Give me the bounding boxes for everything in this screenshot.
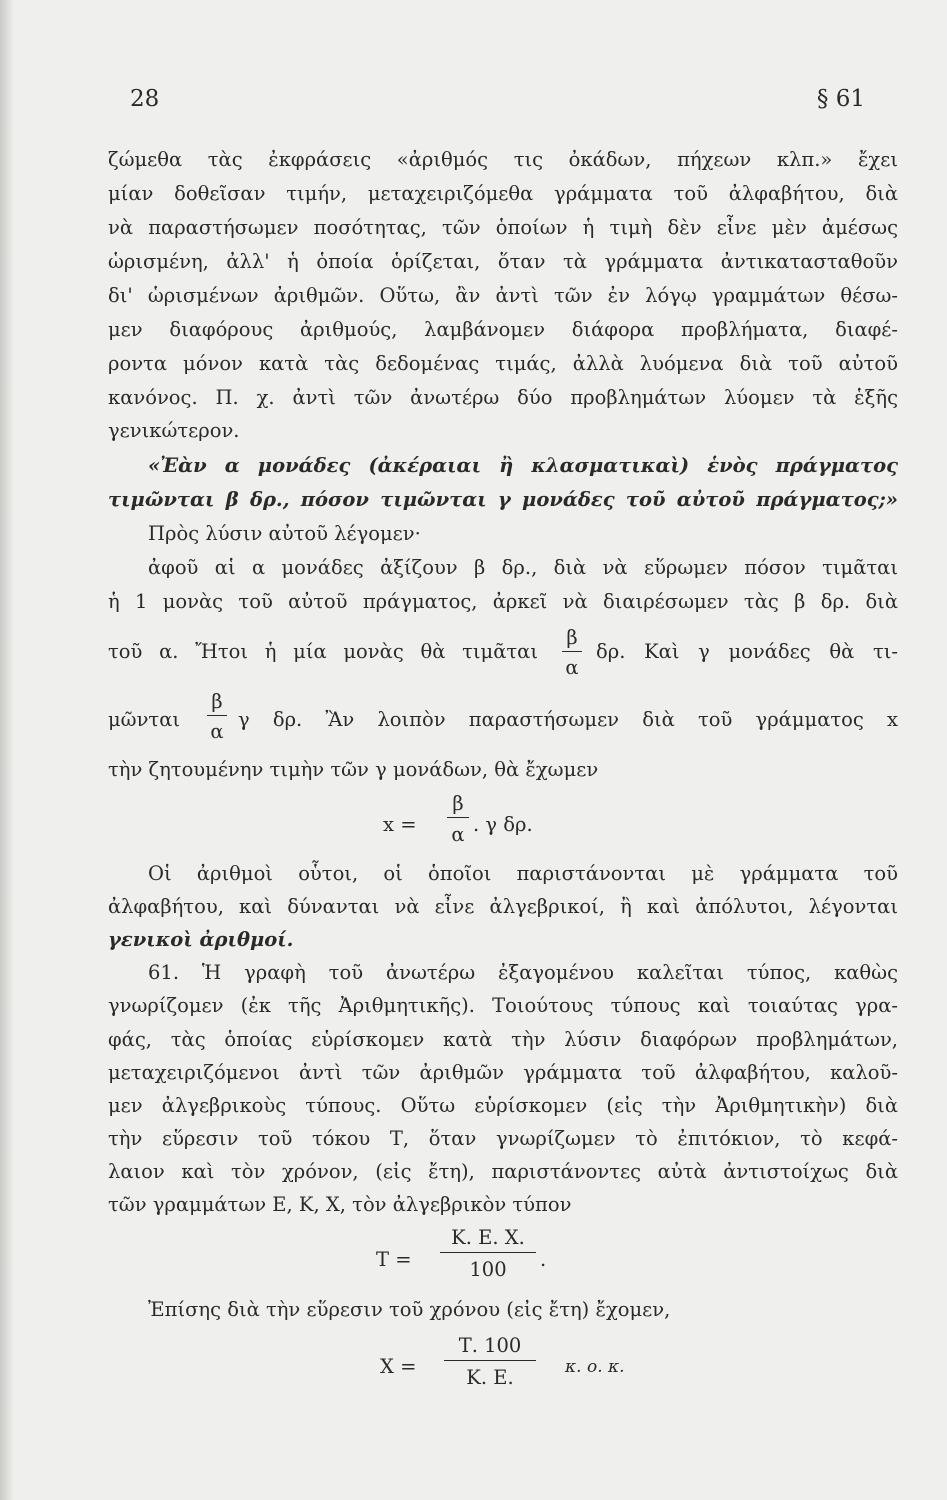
formula-x2-fraction [440,1334,540,1388]
text-line: γνωρίζομεν (ἐκ τῆς Ἀριθμητικῆς). Τοιούτους τύπους καὶ τοιαύτας γρα- [108,994,898,1017]
fraction-denominator: α [451,823,465,846]
text-line: μίαν δοθεῖσαν τιμήν, μεταχειριζόμεθα γράμματα τοῦ ἀλφαβήτου, διὰ [108,182,898,205]
fraction-bar [440,1252,536,1253]
fraction-beta-over-alpha [560,626,584,679]
fraction-numerator: Κ. Ε. Χ. [451,1226,525,1249]
problem-statement-line: τιμῶνται β δρ., πόσον τιμῶνται γ μονάδες τοῦ αὐτοῦ πράγματος;» [108,488,898,511]
formula-x2-rhs: κ. ο. κ. [565,1357,625,1377]
text-line: ροντα μόνον κατὰ τὰς δεδομένας τιμάς, ἀλλὰ λυόμενα διὰ τοῦ αὐτοῦ [108,352,898,375]
fraction-bar [207,715,227,716]
text-line: δρ. Καὶ γ μονάδες θὰ τι- [596,640,898,663]
fraction-denominator: α [565,656,579,679]
text-line: τὴν ζητουμένην τιμὴν τῶν γ μονάδων, θὰ ἔχωμεν [108,758,599,781]
formula-x-fraction [445,792,471,846]
text-line: γ δρ. Ἂν λοιπὸν παραστήσωμεν διὰ τοῦ γράμματος x [238,708,898,731]
page-edge-shadow [0,0,14,1500]
section-61-first-line: 61. Ἡ γραφὴ τοῦ ἀνωτέρω ἐξαγομένου καλεῖται τύπος, καθὼς [148,961,898,984]
text-line: ἡ 1 μονὰς τοῦ αὐτοῦ πράγματος, ἀρκεῖ νὰ διαιρέσωμεν τὰς β δρ. διὰ [108,590,898,613]
fraction-bar [444,1360,536,1361]
formula-x-rhs: . γ δρ. [473,813,533,836]
term-general-numbers: γενικοὶ ἀριθμοί. [108,928,294,951]
formula-x2-lhs: Χ = [380,1355,417,1378]
fraction-denominator: α [210,720,224,743]
fraction-beta-over-alpha [205,690,229,743]
text-line: φάς, τὰς ὁποίας εὑρίσκομεν κατὰ τὴν λύσιν διαφόρων προβλημάτων, [108,1028,898,1051]
text-line: γενικώτερον. [108,419,240,442]
text-line: δι' ὡρισμένων ἀριθμῶν. Οὕτω, ἂν ἀντὶ τῶν ἐν λόγῳ γραμμάτων θέσω- [108,284,898,307]
text-line: μεν ἀλγεβρικοὺς τύπους. Οὕτω εὑρίσκομεν (εἰς τὴν Ἀριθμητικὴν) διὰ [108,1094,898,1117]
text-line: λαιον καὶ τὸν χρόνον, (εἰς ἔτη), παριστάνοντες αὐτὰ ἀντιστοίχως διὰ [108,1160,898,1183]
text-line: νὰ παραστήσωμεν ποσότητας, τῶν ὁποίων ἡ τιμὴ δὲν εἶνε μὲν ἀμέσως [108,216,898,239]
formula-t-lhs: Τ = [376,1248,412,1271]
text-line: τῶν γραμμάτων Ε, Κ, Χ, τὸν ἀλγεβρικὸν τύπον [108,1193,572,1216]
text-line: μῶνται [108,708,181,731]
fraction-bar [562,651,582,652]
page-header [130,86,865,122]
text-line: κανόνος. Π. χ. ἀντὶ τῶν ἀνωτέρω δύο προβλημάτων λύομεν τὰ ἑξῆς [108,386,898,409]
section-marker: § 61 [816,86,865,112]
problem-statement-line: «Ἐὰν α μονάδες (ἀκέραιαι ἢ κλασματικαὶ) ἑνὸς πράγματος [148,454,898,477]
text-line: ἀλφαβήτου, καὶ δύνανται νὰ εἶνε ἀλγεβρικοί, ἢ καὶ ἀπόλυτοι, λέγονται [108,895,898,918]
text-line: μεταχειριζόμενοι ἀντὶ τῶν ἀριθμῶν γράμματα τοῦ ἀλφαβήτου, καλοῦ- [108,1061,898,1084]
text-line: τὴν εὕρεσιν τοῦ τόκου Τ, ὅταν γνωρίζωμεν τὸ ἐπιτόκιον, τὸ κεφά- [108,1127,898,1150]
text-line: Οἱ ἀριθμοὶ οὗτοι, οἱ ὁποῖοι παριστάνονται μὲ γράμματα τοῦ [148,862,898,885]
text-line: ὡρισμένη, ἀλλ' ἡ ὁποία ὁρίζεται, ὅταν τὰ γράμματα ἀντικατασταθοῦν [108,250,898,273]
fraction-numerator: β [452,792,464,815]
fraction-numerator: β [211,690,223,713]
fraction-numerator: Τ. 100 [458,1334,522,1357]
text-line: τοῦ α. Ἤτοι ἡ μία μονὰς θὰ τιμᾶται [108,640,538,663]
formula-t-rhs: . [540,1248,547,1271]
text-line: Ἐπίσης διὰ τὴν εὕρεσιν τοῦ χρόνου (εἰς ἔτη) ἔχομεν, [148,1298,671,1321]
text-line: μεν διαφόρους ἀριθμούς, λαμβάνομεν διάφορα προβλήματα, διαφέ- [108,318,898,341]
fraction-bar [447,817,469,818]
formula-x-lhs: x = [383,813,417,836]
text-line: ἀφοῦ αἱ α μονάδες ἀξίζουν β δρ., διὰ νὰ εὕρωμεν πόσον τιμᾶται [148,556,898,579]
fraction-denominator: 100 [469,1258,507,1281]
text-line: Πρὸς λύσιν αὐτοῦ λέγομεν· [148,522,421,545]
page-number: 28 [130,86,160,112]
formula-t-fraction [438,1226,538,1280]
fraction-numerator: β [566,626,578,649]
text-line: ζώμεθα τὰς ἐκφράσεις «ἀριθμός τις ὀκάδων, πήχεων κλπ.» ἔχει [108,148,898,171]
fraction-denominator: Κ. Ε. [466,1366,514,1389]
